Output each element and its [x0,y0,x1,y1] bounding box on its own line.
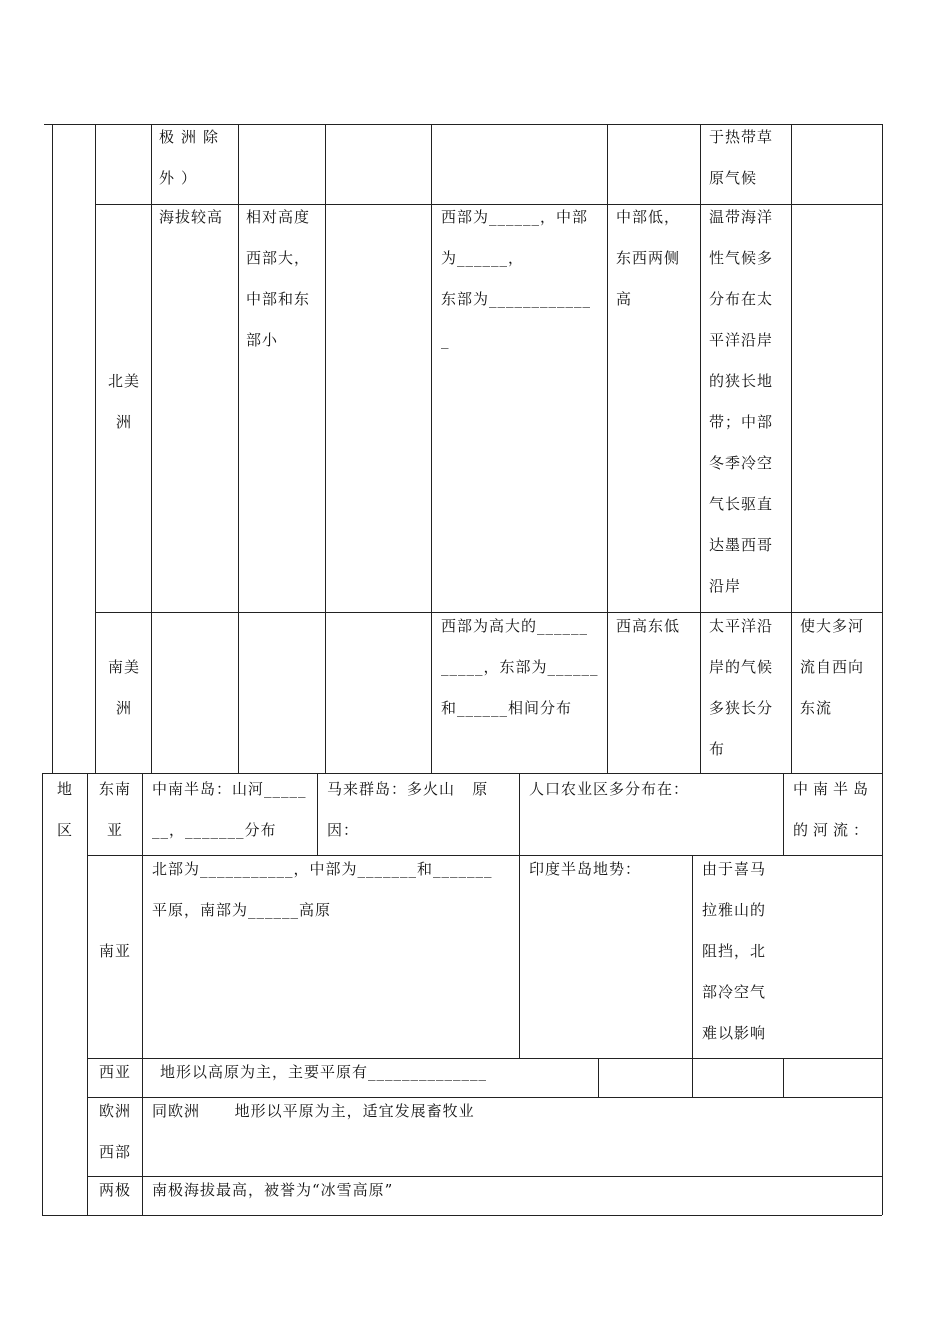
upper-col-divider [238,124,239,773]
upper-col-divider [151,124,152,773]
margin-tick [44,124,52,125]
cell-sa-peninsula: 印度半岛地势： [529,860,642,878]
cell-sa-terrain-north: 北部为___________，中部为_______和_______ 平原，南部为______高原 [152,860,493,919]
region-north-america: 北美 洲 [107,372,140,431]
lower-table-right-border [882,773,883,1215]
upper-col-divider [431,124,432,773]
cell-sa-rivers: 使大多河 流自西向 东流 [800,617,865,717]
cell-continent-note: 极洲除 外） [159,128,226,187]
cell-climate-note: 于热带草 原气候 [709,128,774,187]
cell-na-climate: 温带海洋 性气候多 分布在太 平洋沿岸 的狭长地 带；中部 冬季冷空 气长驱直 达墨西哥 沿岸 [709,208,774,595]
cell-we-terrain: 同欧洲 地形以平原为主，适宜发展畜牧业 [152,1102,475,1120]
lower-col-divider [519,773,520,1058]
category-label: 地 区 [56,780,73,839]
region-western-europe: 欧洲 西部 [98,1102,131,1161]
cell-na-slope: 中部低， 东西两侧 高 [616,208,681,308]
cell-sea-population: 人口农业区多分布在： [529,780,690,798]
region-south-america: 南美 洲 [107,658,140,717]
lower-col-divider [692,855,693,1058]
region-west-asia: 西亚 [98,1063,131,1081]
cell-sa-terrain: 西部为高大的______ _____，东部为______ 和______相间分布 [441,617,599,717]
upper-col-divider [325,124,326,773]
lower-col-divider [142,773,143,1215]
region-southeast-asia: 东南 亚 [98,780,131,839]
cell-na-relief: 相对高度 西部大， 中部和东 部小 [246,208,311,349]
cell-sea-rivers: 中南半岛 的河流： [793,780,874,839]
region-south-asia: 南亚 [98,942,131,960]
lower-col-divider [317,773,318,855]
cell-na-altitude: 海拔较高 [159,208,224,226]
upper-table-right-border [882,124,883,773]
cell-wa-terrain: 地形以高原为主，主要平原有______________ [160,1063,488,1081]
cell-sea-malay: 马来群岛：多火山 原 因： [327,780,489,839]
lower-col-divider [783,773,784,855]
upper-col-divider [700,124,701,773]
upper-col-divider [791,124,792,773]
region-poles: 两极 [98,1181,131,1199]
cell-na-terrain: 西部为______，中部 为______， 东部为____________ _ [441,208,592,349]
cell-sa-climate: 太平洋沿 岸的气候 多狭长分 布 [709,617,774,758]
cell-poles-terrain: 南极海拔最高，被誉为“冰雪高原” [152,1181,394,1199]
upper-col-divider [607,124,608,773]
cell-sa-slope: 西高东低 [616,617,681,635]
cell-sea-indochina: 中南半岛：山河_____ __，_______分布 [152,780,307,839]
upper-table-left-border [52,124,53,773]
lower-table-bottom-border [42,1215,882,1216]
upper-col-divider [95,124,96,773]
cell-sa-himalaya: 由于喜马 拉雅山的 阻挡，北 部冷空气 难以影响 [702,860,767,1042]
